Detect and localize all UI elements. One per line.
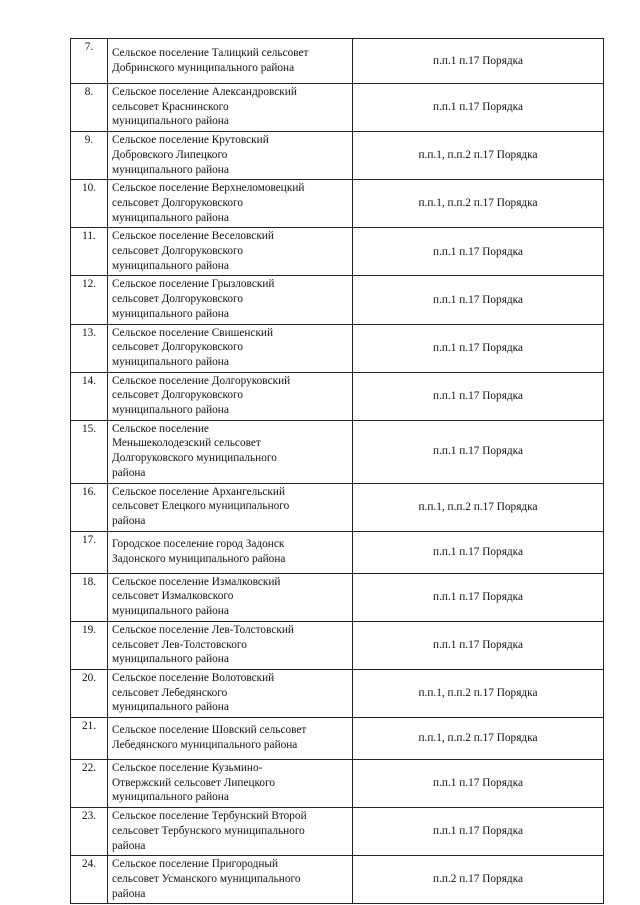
procedure-reference: п.п.1 п.17 Порядка	[353, 420, 604, 483]
row-number: 9.	[71, 132, 108, 180]
row-number: 15.	[71, 420, 108, 483]
row-number: 20.	[71, 669, 108, 717]
settlement-name: Сельское поселение Архангельский сельсовет Елецкого муниципального района	[108, 483, 353, 531]
table-row	[71, 483, 604, 531]
settlement-name: Сельское поселение Шовский сельсовет Лебедянского муниципального района	[108, 718, 353, 760]
procedure-reference: п.п.1, п.п.2 п.17 Порядка	[353, 669, 604, 717]
table-row	[71, 372, 604, 420]
row-number: 13.	[71, 324, 108, 372]
table-row	[71, 228, 604, 276]
settlement-name: Сельское поселение Тербунский Второй сельсовет Тербунского муниципального района	[108, 808, 353, 856]
table-row	[71, 84, 604, 132]
row-number: 17.	[71, 531, 108, 573]
table-row	[71, 276, 604, 324]
row-number: 7.	[71, 39, 108, 84]
settlement-name: Сельское поселение Крутовский Добровского Липецкого муниципального района	[108, 132, 353, 180]
settlement-name: Сельское поселение Долгоруковский сельсовет Долгоруковского муниципального района	[108, 372, 353, 420]
row-number: 18.	[71, 573, 108, 621]
settlement-name: Сельское поселение Кузьмино- Отвержский сельсовет Липецкого муниципального района	[108, 760, 353, 808]
settlement-name: Сельское поселение Талицкий сельсовет Добринского муниципального района	[108, 39, 353, 84]
table-row	[71, 531, 604, 573]
settlement-name: Сельское поселение Веселовский сельсовет Долгоруковского муниципального района	[108, 228, 353, 276]
table-row	[71, 718, 604, 760]
table-row	[71, 760, 604, 808]
settlements-table-body	[71, 39, 604, 904]
row-number: 10.	[71, 180, 108, 228]
procedure-reference: п.п.1 п.17 Порядка	[353, 84, 604, 132]
row-number: 24.	[71, 856, 108, 904]
settlement-name: Сельское поселение Лев-Толстовский сельсовет Лев-Толстовского муниципального района	[108, 621, 353, 669]
procedure-reference: п.п.1 п.17 Порядка	[353, 531, 604, 573]
procedure-reference: п.п.1 п.17 Порядка	[353, 276, 604, 324]
table-row	[71, 324, 604, 372]
settlement-name: Сельское поселение Грызловский сельсовет Долгоруковского муниципального района	[108, 276, 353, 324]
table-row	[71, 808, 604, 856]
procedure-reference: п.п.1 п.17 Порядка	[353, 760, 604, 808]
settlement-name: Сельское поселение Волотовский сельсовет Лебедянского муниципального района	[108, 669, 353, 717]
row-number: 14.	[71, 372, 108, 420]
settlements-table	[70, 38, 604, 904]
table-row	[71, 420, 604, 483]
table-row	[71, 621, 604, 669]
row-number: 23.	[71, 808, 108, 856]
settlement-name: Сельское поселение Верхнеломовецкий сельсовет Долгоруковского муниципального района	[108, 180, 353, 228]
settlement-name: Сельское поселение Меньшеколодезский сельсовет Долгоруковского муниципального района	[108, 420, 353, 483]
row-number: 8.	[71, 84, 108, 132]
row-number: 11.	[71, 228, 108, 276]
row-number: 22.	[71, 760, 108, 808]
table-row	[71, 856, 604, 904]
table-row	[71, 132, 604, 180]
table-row	[71, 39, 604, 84]
procedure-reference: п.п.1, п.п.2 п.17 Порядка	[353, 132, 604, 180]
procedure-reference: п.п.1 п.17 Порядка	[353, 372, 604, 420]
settlement-name: Сельское поселение Пригородный сельсовет Усманского муниципального района	[108, 856, 353, 904]
table-row	[71, 573, 604, 621]
procedure-reference: п.п.1, п.п.2 п.17 Порядка	[353, 483, 604, 531]
procedure-reference: п.п.1 п.17 Порядка	[353, 39, 604, 84]
settlement-name: Сельское поселение Измалковский сельсовет Измалковского муниципального района	[108, 573, 353, 621]
procedure-reference: п.п.1 п.17 Порядка	[353, 621, 604, 669]
table-row	[71, 180, 604, 228]
procedure-reference: п.п.1, п.п.2 п.17 Порядка	[353, 180, 604, 228]
settlement-name: Городское поселение город Задонск Задонского муниципального района	[108, 531, 353, 573]
settlement-name: Сельское поселение Александровский сельсовет Краснинского муниципального района	[108, 84, 353, 132]
procedure-reference: п.п.1 п.17 Порядка	[353, 573, 604, 621]
procedure-reference: п.п.1, п.п.2 п.17 Порядка	[353, 718, 604, 760]
row-number: 16.	[71, 483, 108, 531]
row-number: 19.	[71, 621, 108, 669]
table-row	[71, 669, 604, 717]
row-number: 12.	[71, 276, 108, 324]
settlement-name: Сельское поселение Свишенский сельсовет Долгоруковского муниципального района	[108, 324, 353, 372]
procedure-reference: п.п.1 п.17 Порядка	[353, 228, 604, 276]
row-number: 21.	[71, 718, 108, 760]
procedure-reference: п.п.1 п.17 Порядка	[353, 808, 604, 856]
procedure-reference: п.п.1 п.17 Порядка	[353, 324, 604, 372]
procedure-reference: п.п.2 п.17 Порядка	[353, 856, 604, 904]
